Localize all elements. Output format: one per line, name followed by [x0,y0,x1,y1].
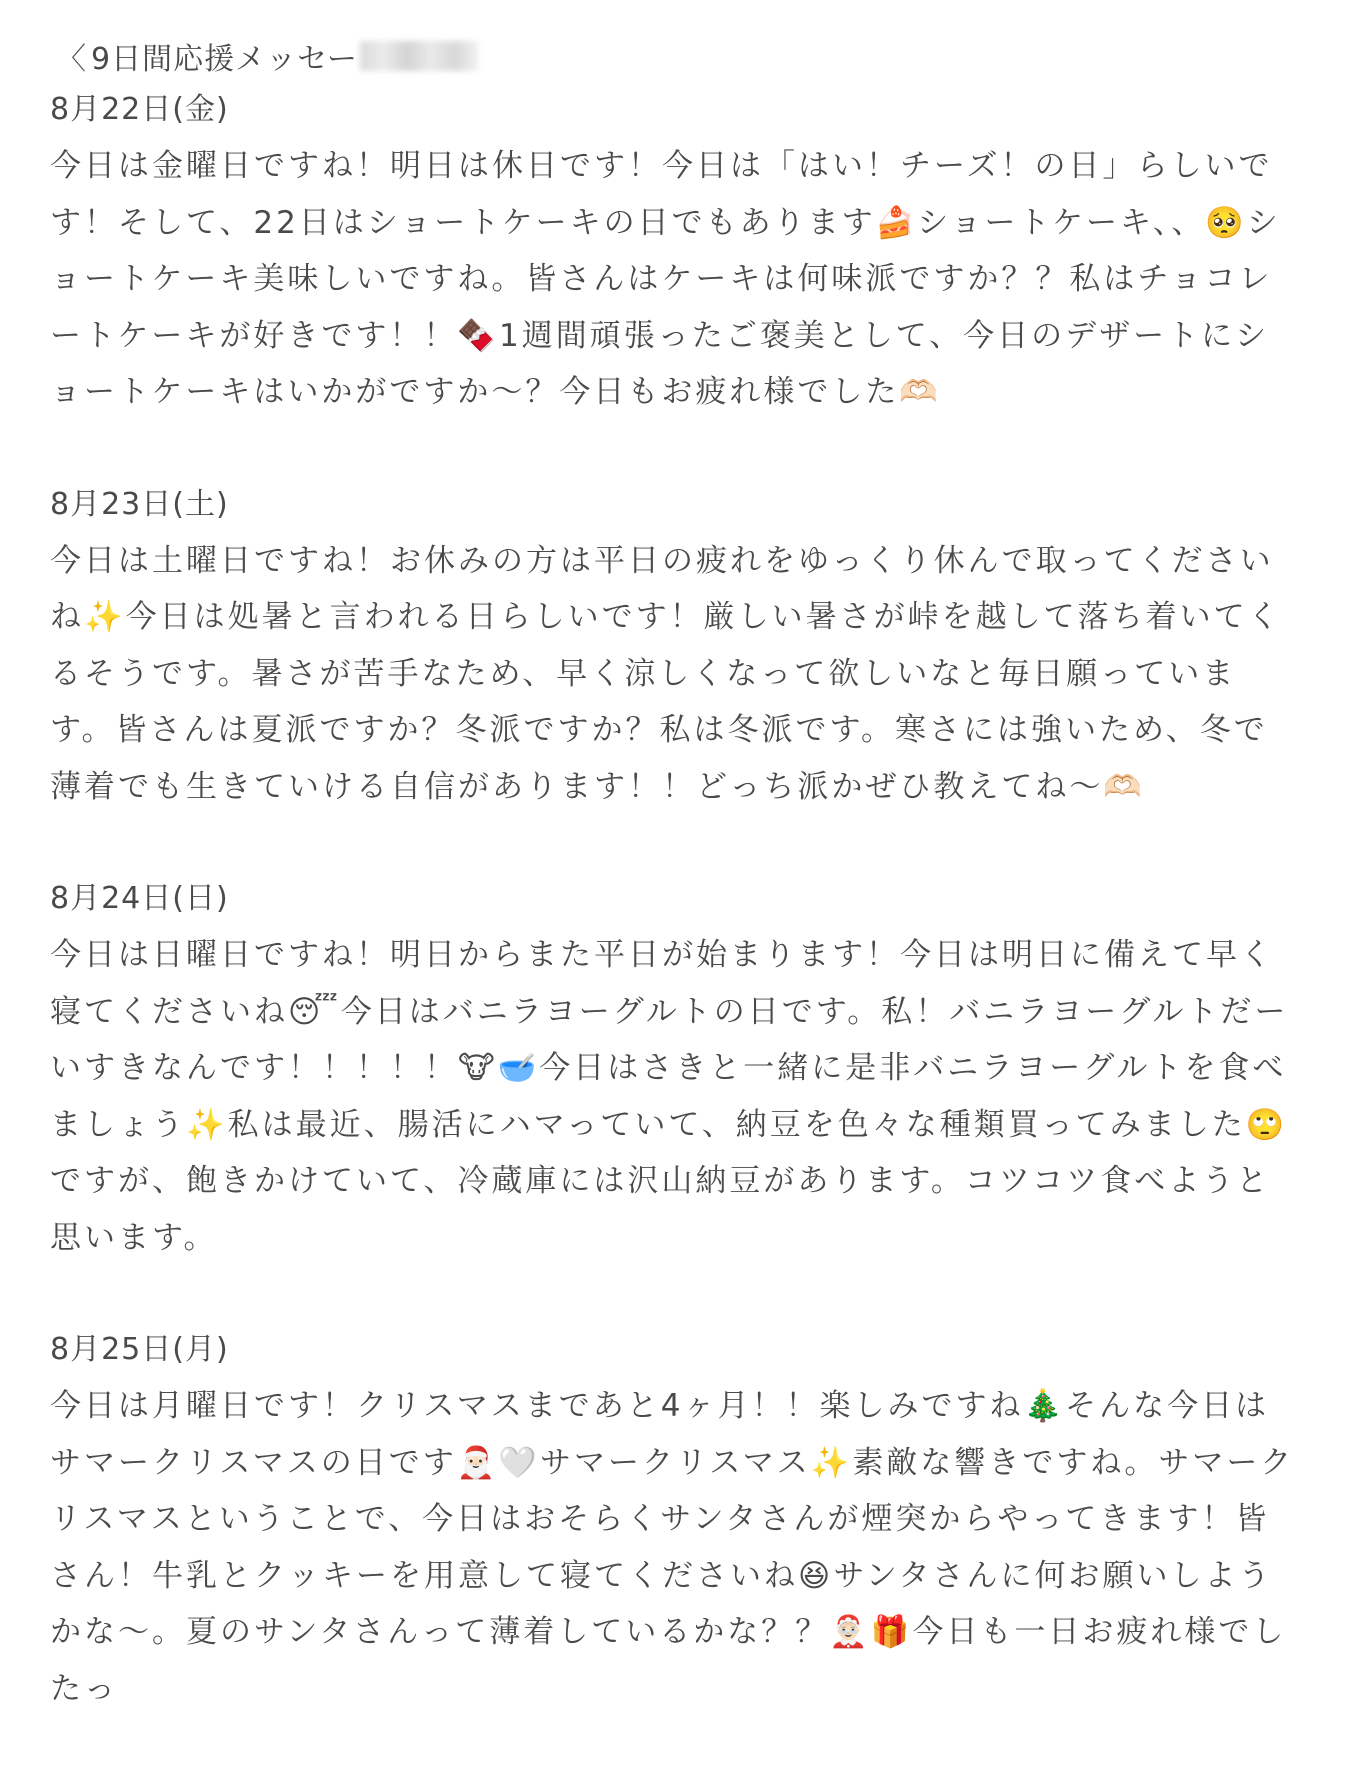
message-entry [50,477,1300,816]
chevron-left-icon[interactable]: 〈 [56,42,87,77]
entry-date: 8月23日(土) [50,486,229,522]
entry-body: 今日は月曜日です！クリスマスまであと4ヶ月！！楽しみですね🎄そんな今日はサマークリスマスの日です🎅🏻🤍サマークリスマス✨素敵な響きですね。サマークリスマスということで、今日はおそらくサンタさんが煙突からやってきます！皆さん！牛乳とクッキーを用意して寝てくださいね😆サンタさんに何お願いしようかな〜。夏のサンタさんって薄着しているかな？？🤶🏻🎁今日も一日お疲れ様でしたっ [50,1388,1295,1707]
blurred-text-mask [360,41,478,71]
message-entry [50,82,1300,421]
message-entry [50,1322,1300,1717]
message-entry [50,871,1300,1266]
entry-date: 8月22日(金) [50,92,229,127]
entry-body: 今日は土曜日ですね！お休みの方は平日の疲れをゆっくり休んで取ってくださいね✨今日は処暑と言われる日らしいです！厳しい暑さが峠を越して落ち着いてくるそうです。暑さが苦手なため、早く涼しくなって欲しいなと毎日願っています。皆さんは夏派ですか？冬派ですか？私は冬派です。寒さには強いため、冬で薄着でも生きていける自信があります！！どっち派かぜひ教えてね〜🫶🏻 [50,542,1282,805]
header [56,28,478,84]
entry-date: 8月24日(日) [50,881,229,916]
entry-date: 8月25日(月) [50,1332,229,1367]
entry-body: 今日は日曜日ですね！明日からまた平日が始まります！今日は明日に備えて早く寝てくださいね😴今日はバニラヨーグルトの日です。私！バニラヨーグルトだーいすきなんです！！！！！🐮🥣今日はさきと一緒に是非バニラヨーグルトを食べましょう✨私は最近、腸活にハマっていて、納豆を色々な種類買ってみました🙄ですが、飽きかけていて、冷蔵庫には沢山納豆があります。コツコツ食べようと思います。 [50,937,1289,1256]
message-list [50,82,1300,1773]
entry-body: 今日は金曜日ですね！明日は休日です！今日は「はい！チーズ！の日」らしいです！そして、22日はショートケーキの日でもあります🍰ショートケーキ、、🥺ショートケーキ美味しいですね。皆さんはケーキは何味派ですか？？私はチョコレートケーキが好きです！！🍫1週間頑張ったご褒美として、今日のデザートにショートケーキはいかがですか〜？今日もお疲れ様でした🫶🏻 [50,148,1281,410]
page-title: 9日間応援メッセー [91,42,358,77]
